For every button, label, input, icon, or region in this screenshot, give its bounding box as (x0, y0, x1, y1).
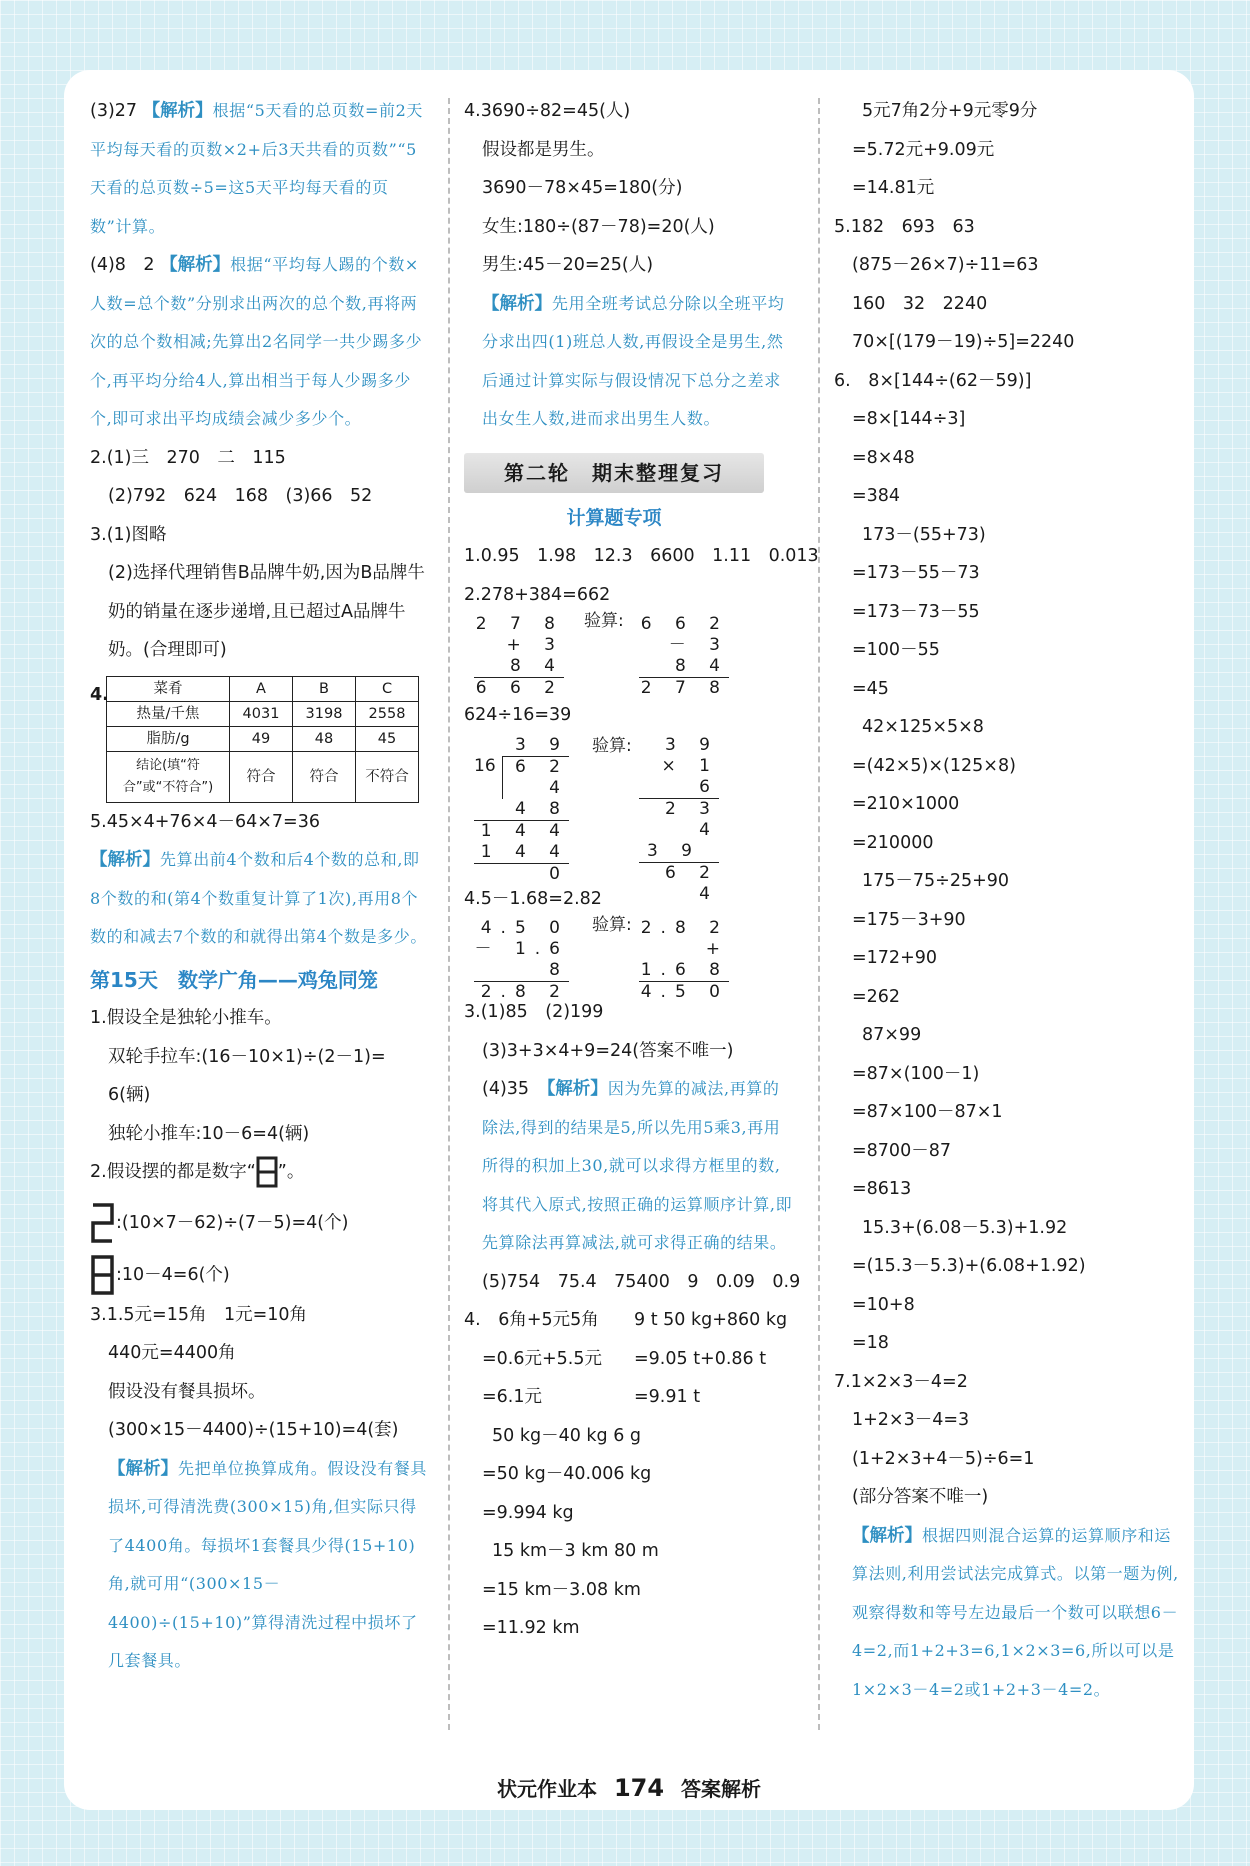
answer-page (64, 70, 1194, 1810)
calc-row: － 1.6 8 (474, 939, 569, 980)
answer-line: 1.假设全是独轮小推车。 (90, 1008, 282, 1028)
calc-row: 2 7 8 (640, 678, 729, 698)
analysis-tag: 【解析】 (852, 1525, 922, 1546)
analysis-tag: 【解析】 (482, 293, 552, 314)
answer-line: (2)选择代理销售B品牌牛奶,因为B品牌牛奶的销量在逐步递增,且已超过A品牌牛奶。(合理即可) (108, 563, 425, 660)
answer-line: 624÷16=39 (464, 705, 572, 725)
matchstick-two-icon (90, 1202, 116, 1244)
answer-line: 男生:45－20=25(人) (482, 255, 654, 275)
calc-row: 6 6 2 (475, 678, 564, 698)
answer-line: =50 kg－40.006 kg (482, 1464, 652, 1484)
answer-line: 女生:180÷(87－78)=20(人) (482, 216, 715, 237)
vertical-addition (464, 611, 794, 698)
question-4 (90, 676, 430, 803)
analysis-tag: 【解析】 (160, 255, 231, 275)
answer-line: =384 (852, 486, 901, 506)
table-cell: 热量/千焦 (107, 701, 230, 726)
calc-row: 2.8 2 (640, 918, 729, 938)
answer-line: =173－55－73 (852, 563, 980, 583)
table-cell: 2558 (356, 701, 419, 726)
answer-line: (5)754 75.4 75400 9 0.09 0.9 (482, 1271, 801, 1292)
answer-text: :(10×7－62)÷(7－5)=4(个) (116, 1212, 349, 1233)
calc-row: + 3 8 4 (506, 635, 564, 676)
check-label: 验算: (592, 915, 632, 935)
calc-row: 2 3 4 (639, 798, 719, 841)
calc-row: 4.5 0 (480, 918, 569, 938)
check-label: 验算: (584, 611, 624, 631)
answer-line: 1+2×3－4=3 (852, 1410, 970, 1430)
answer-line: 7.1×2×3－4=2 (834, 1371, 968, 1392)
table-cell: 45 (356, 726, 419, 751)
analysis-text: 因为先算的减法,再算的除法,得到的结果是5,所以先用5乘3,再用所得的积加上30,就可以求得方框里的数,将其代入原式,按照正确的运算顺序计算,即先算除法再算减法,就可求得正确的结果。 (482, 1079, 793, 1252)
answer-line: 160 32 2240 (852, 293, 988, 314)
table-header: A (230, 676, 293, 701)
section-label: 答案解析 (681, 1777, 762, 1801)
answer-line: 独轮小推车:10－6=4(辆) (108, 1123, 310, 1144)
answer-text: 2.假设摆的都是数字“ (90, 1162, 256, 1182)
answer-line: =87×(100－1) (852, 1063, 980, 1084)
calc-row: 4 8 (514, 798, 569, 819)
question-number: 4. (90, 684, 109, 705)
check-label: 验算: (592, 735, 632, 756)
answer-line: =87×100－87×1 (852, 1102, 1003, 1122)
answer-line: 175－75÷25+90 (862, 871, 1010, 891)
answer-line: =9.91 t (634, 1387, 701, 1407)
answer-line: 5.45×4+76×4－64×7=36 (90, 811, 320, 832)
unit-calc (634, 1301, 787, 1417)
calc-row (474, 756, 569, 799)
table-cell: 脂肪/g (107, 726, 230, 751)
answer-line: =100－55 (852, 640, 940, 660)
answer-line: 70×[(179－19)÷5]=2240 (852, 332, 1075, 352)
book-title: 状元作业本 (496, 1777, 597, 1801)
vertical-subtraction (464, 915, 794, 1002)
table-cell: 符合 (293, 751, 356, 802)
table-cell: 3198 (293, 701, 356, 726)
answer-text: ”。 (277, 1162, 305, 1182)
table-header: C (356, 676, 419, 701)
answer-line: 假设都是男生。 (482, 139, 605, 160)
vertical-calc (474, 918, 569, 1003)
answer-line: 50 kg－40 kg 6 g (492, 1425, 642, 1446)
analysis-text: 根据“平均每人踢的个数×人数=总个数”分别求出两次的总个数,再将两次的总个数相减;先算出2名同学一共少踢多少个,再平均分给4人,算出相当于每人少踢多少个,即可求出平均成绩会减少多少个。 (90, 255, 423, 428)
answer-line: 15.3+(6.08－5.3)+1.92 (862, 1217, 1068, 1238)
answer-line: =8613 (852, 1179, 912, 1199)
answer-line: 6. 8×[144÷(62－59)] (834, 370, 1032, 391)
answer-line: =5.72元+9.09元 (852, 139, 995, 160)
table-cell: 48 (293, 726, 356, 751)
answer-line: 1.0.95 1.98 12.3 6600 1.11 0.013 (464, 546, 819, 566)
page-number: 174 (613, 1774, 665, 1802)
answer-line: 2.278+384=662 (464, 584, 611, 605)
answer-line: =262 (852, 986, 901, 1007)
calc-row: 3 9 (646, 840, 701, 861)
table-cell: 49 (230, 726, 293, 751)
answer-line: =10+8 (852, 1294, 915, 1315)
answer-line: 2.(1)三 270 二 115 (90, 447, 286, 468)
answer-line: =8×48 (852, 447, 915, 468)
answer-line: 双轮手拉车:(16－10×1)÷(2－1)= (108, 1046, 386, 1067)
answer-line: =(42×5)×(125×8) (852, 755, 1016, 776)
vertical-calc (474, 614, 564, 699)
answer-line: 9 t 50 kg+860 kg (634, 1310, 788, 1330)
unit-conversions (464, 1301, 794, 1417)
answer-line: =8700－87 (852, 1140, 951, 1161)
table-row (107, 726, 419, 751)
table-cell: 不符合 (356, 751, 419, 802)
analysis-tag: 【解析】 (90, 850, 160, 870)
answer-head: (4)35 (482, 1079, 530, 1099)
column-divider (448, 98, 450, 1730)
calc-row: 3 9 (514, 734, 569, 755)
food-table (106, 676, 419, 803)
analysis-tag: 【解析】 (142, 101, 213, 121)
answer-line: =210000 (852, 832, 934, 853)
answer-line: =172+90 (852, 948, 937, 968)
analysis-text: 先把单位换算成角。假设没有餐具损坏,可得清洗费(300×15)角,但实际只得了4400角。每损坏1套餐具少得(15+10)角,就可用“(300×15－4400)÷(15+10)”算得清洗过程中损坏了几套餐具。 (108, 1458, 428, 1670)
table-row (107, 751, 419, 802)
analysis-tag: 【解析】 (108, 1458, 178, 1479)
answer-line: =210×1000 (852, 794, 960, 814)
section-heading: 第15天 数学广角——鸡兔同笼 (90, 967, 378, 992)
answer-line: 5.182 693 63 (834, 216, 975, 237)
answer-line: (875－26×7)÷11=63 (852, 255, 1039, 275)
answer-line: =18 (852, 1333, 889, 1353)
answer-line: 3690－78×45=180(分) (482, 178, 683, 198)
matchstick-eight-icon (90, 1254, 116, 1296)
unit-calc (464, 1301, 634, 1417)
answer-line: 15 km－3 km 80 m (492, 1541, 659, 1561)
answer-line: (1+2×3+4－5)÷6=1 (852, 1448, 1035, 1469)
answer-line: 3.(1)85 (2)199 (464, 1002, 604, 1022)
answer-line: =6.1元 (482, 1387, 542, 1407)
answer-line: 440元=4400角 (108, 1343, 236, 1363)
answer-line: 4.5－1.68=2.82 (464, 888, 602, 909)
answer-line: (3)3+3×4+9=24(答案不唯一) (482, 1040, 734, 1061)
matchstick-eight-icon (256, 1156, 278, 1188)
table-header: B (293, 676, 356, 701)
table-cell: 结论(填“符合”或“不符合”) (107, 751, 230, 802)
answer-3 (90, 92, 430, 246)
answer-4 (90, 246, 430, 439)
answer-line: 假设没有餐具损坏。 (108, 1381, 266, 1402)
table-cell: 4031 (230, 701, 293, 726)
answer-line: 87×99 (862, 1025, 922, 1045)
answer-line: 4.3690÷82=45(人) (464, 101, 631, 121)
vertical-calc (639, 735, 719, 905)
calc-row: 2 7 8 (475, 614, 564, 634)
calc-row: 6 2 4 (639, 862, 719, 905)
answer-line: 5元7角2分+9元零9分 (862, 101, 1038, 121)
dividend: 6 2 4 (502, 756, 569, 799)
page-footer (64, 1773, 1194, 1802)
column-middle (464, 92, 819, 1648)
answer-line: 3.(1)图略 (90, 524, 167, 545)
analysis-text: 根据“5天看的总页数=前2天平均每天看的页数×2+后3天共看的页数”“5天看的总页数÷5=这5天平均每天看的页数”计算。 (90, 101, 423, 236)
answer-line (90, 1202, 430, 1244)
answer-line: =(15.3－5.3)+(6.08+1.92) (852, 1256, 1086, 1276)
answer-line: (2)792 624 168 (3)66 52 (108, 486, 373, 506)
calc-row: × 1 6 (661, 755, 719, 797)
section-banner: 第二轮 期末整理复习 (464, 453, 764, 493)
answer-head: (3)27 (90, 101, 138, 121)
calc-row: 0 (474, 863, 569, 885)
answer-line: =0.6元+5.5元 (482, 1348, 602, 1369)
answer-line: 42×125×5×8 (862, 717, 984, 737)
answer-line: 6(辆) (108, 1085, 151, 1105)
section-subheading: 计算题专项 (566, 506, 662, 529)
long-division (474, 735, 569, 885)
calc-row: 4.5 0 (640, 982, 729, 1002)
calc-row: + 1.6 8 (640, 939, 729, 980)
table-header-row (107, 676, 419, 701)
analysis-text: 先算出前4个数和后4个数的总和,即8个数的和(第4个数重复计算了1次),再用8个数的和减去7个数的和就得出第4个数是多少。 (90, 850, 427, 946)
table-row (107, 701, 419, 726)
analysis-text: 根据四则混合运算的运算顺序和运算法则,利用尝试法完成算式。以第一题为例,观察得数和等号左边最后一个数可以联想6－4=2,而1+2+3=6,1×2×3=6,所以可以是1×2×3－4=2或1+2+3－4=2。 (852, 1525, 1179, 1699)
answer-line: =45 (852, 678, 889, 699)
answer-line: =15 km－3.08 km (482, 1579, 641, 1600)
answer-line: =11.92 km (482, 1618, 580, 1638)
answer-text: :10－4=6(个) (116, 1264, 230, 1285)
answer-head: (4)8 2 (90, 255, 155, 275)
calc-row: 3 9 (664, 734, 719, 755)
analysis-tag: 【解析】 (546, 1079, 608, 1099)
table-cell: 符合 (230, 751, 293, 802)
answer-line: =9.994 kg (482, 1502, 574, 1523)
table-header: 菜肴 (107, 676, 230, 701)
calc-row: 2.8 2 (474, 981, 569, 1003)
column-left (90, 92, 430, 1681)
vertical-calc (639, 614, 729, 699)
calc-row: 6 6 2 (640, 614, 729, 634)
answer-line: (300×15－4400)÷(15+10)=4(套) (108, 1420, 399, 1440)
answer-line: =173－73－55 (852, 601, 980, 622)
answer-line: 4. 6角+5元5角 (464, 1310, 599, 1330)
answer-line (90, 1153, 430, 1192)
column-right (834, 92, 1179, 1709)
answer-line: =175－3+90 (852, 909, 966, 930)
answer-line: 173－(55+73) (862, 524, 986, 545)
analysis-text: 先用全班考试总分除以全班平均分求出四(1)班总人数,再假设全是男生,然后通过计算实际与假设情况下总分之差求出女生人数,进而求出男生人数。 (482, 293, 785, 428)
answer-line: =14.81元 (852, 178, 935, 198)
answer-line: 3.1.5元=15角 1元=10角 (90, 1304, 308, 1325)
answer-line: =8×[144÷3] (852, 409, 966, 429)
column-divider (818, 98, 820, 1730)
vertical-calc (639, 918, 729, 1003)
calc-row: － 3 8 4 (668, 635, 729, 676)
calc-row: 1 4 4 (480, 841, 569, 862)
divisor: 16 (474, 755, 496, 776)
answer-line: (部分答案不唯一) (852, 1487, 989, 1507)
answer-line (90, 1254, 430, 1296)
answer-line: =9.05 t+0.86 t (634, 1348, 767, 1369)
calc-row: 1 4 4 (474, 820, 569, 842)
